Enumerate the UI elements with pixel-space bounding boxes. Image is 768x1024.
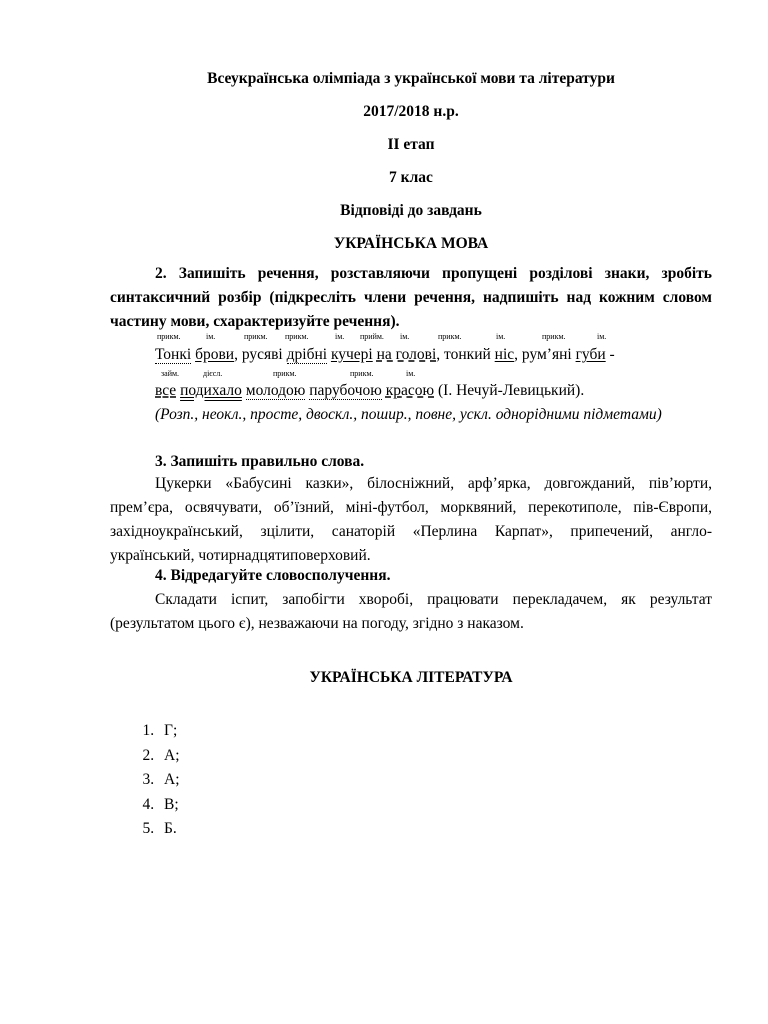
sentence-word: красою (385, 382, 435, 399)
pos-label: прикм. (285, 332, 309, 341)
sentence-subject: губи (575, 346, 606, 363)
literature-answer: 3. А; (158, 768, 180, 793)
literature-answer: 2. А; (158, 744, 180, 769)
parsed-sentence-line1: Тонкі брови, русяві дрібні кучері на голові, тонкий ніс, рум’яні губи - (155, 346, 615, 363)
pos-label: ім. (496, 332, 506, 341)
sentence-subject: ніс (494, 346, 515, 363)
sentence-word: дрібні (286, 346, 328, 363)
pos-label: ім. (206, 332, 216, 341)
sentence-word: русяві (241, 346, 283, 363)
sentence-word: на голові (376, 346, 437, 363)
grade-label: 7 клас (389, 169, 433, 186)
pos-label: прикм. (542, 332, 566, 341)
answers-heading: Відповіді до завдань (340, 202, 482, 219)
task3-title: 3. Запишіть правильно слова. (155, 453, 365, 470)
pos-label: ім. (400, 332, 410, 341)
pos-label: прикм. (244, 332, 268, 341)
pos-label: займ. (161, 369, 180, 378)
pos-label: ім. (335, 332, 345, 341)
task2-statement: 2. Запишіть речення, розставляючи пропущені розділові знаки, зробіть синтаксичний розбір (підкресліть члени речення, надпишіть над кожним словом частину мови, схарактеризуйте речення). (110, 265, 712, 330)
pos-label: прийм. (360, 332, 384, 341)
task4-title: 4. Відредагуйте словосполучення. (155, 567, 391, 584)
task3-answer: Цукерки «Бабусині казки», білосніжний, арф’ярка, довгожданий, пів’юрти, прем’єра, освячувати, об’їзний, міні-футбол, морквяний, перекотиполе, пів-Європи, західноукраїнський, зцілити, санаторій «Перлина Карпат», припечений, англо-український, чотирнадцятиповерховий. (110, 475, 712, 564)
pos-label: прикм. (438, 332, 462, 341)
school-year: 2017/2018 н.р. (363, 103, 459, 120)
pos-label: прикм. (350, 369, 374, 378)
sentence-word: все (155, 382, 177, 399)
pos-label: ім. (406, 369, 416, 378)
parsed-sentence-line2 (155, 381, 584, 401)
sentence-word: парубочою (309, 382, 382, 399)
sentence-subject: брови (195, 346, 235, 363)
literature-answers-list (118, 719, 180, 842)
sentence-word: молодою (245, 382, 306, 399)
literature-answer: 1. Г; (158, 719, 180, 744)
olympiad-title: Всеукраїнська олімпіада з української мови та літератури (207, 70, 615, 87)
sentence-subject: кучері (330, 346, 373, 363)
pos-label: дієсл. (203, 369, 223, 378)
section-title-literature: УКРАЇНСЬКА ЛІТЕРАТУРА (309, 669, 513, 686)
literature-answer: 5. Б. (158, 817, 180, 842)
sentence-word: рум’яні (521, 346, 572, 363)
literature-answer: 4. В; (158, 793, 180, 818)
section-title-language: УКРАЇНСЬКА МОВА (333, 235, 489, 252)
sentence-word: Тонкі (155, 346, 192, 363)
sentence-predicate: подихало (180, 382, 242, 399)
pos-label: прикм. (157, 332, 181, 341)
stage-label: ІІ етап (387, 136, 435, 153)
pos-label: прикм. (273, 369, 297, 378)
sentence-characteristic: (Розп., неокл., просте, двоскл., пошир., повне, ускл. однорідними підметами) (155, 406, 662, 423)
pos-label: ім. (597, 332, 607, 341)
sentence-source: (І. Нечуй-Левицький). (434, 382, 585, 399)
sentence-word: тонкий (444, 346, 491, 363)
task4-answer: Складати іспит, запобігти хворобі, працювати перекладачем, як результат (результатом цього є), незважаючи на погоду, згідно з наказом. (110, 591, 712, 632)
